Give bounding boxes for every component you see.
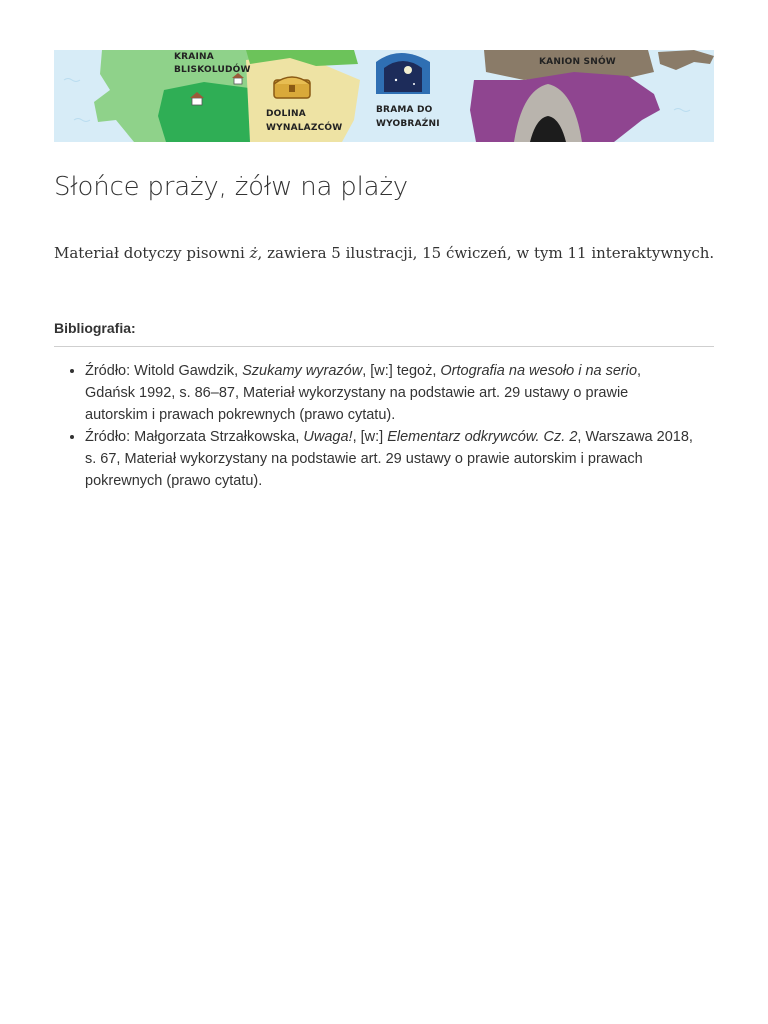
bibliography-work-title: Szukamy wyrazów bbox=[242, 363, 363, 379]
bibliography-source: , [w:] tegoż, bbox=[362, 363, 441, 379]
bibliography-work-title: Uwaga! bbox=[303, 429, 353, 445]
bibliography-source: , Warszawa 2018, s. 67, Materiał wykorzystany na podstawie art. 29 ustawy o prawie autorskim i prawach pokrewnych (prawo cytatu). bbox=[85, 429, 693, 489]
description-text: , zawiera 5 ilustracji, 15 ćwiczeń, w tym 11 interaktywnych. bbox=[257, 244, 715, 262]
treasure-chest-icon bbox=[274, 77, 310, 98]
map-label-kraina: BLISKOLUDÓW bbox=[174, 65, 251, 75]
map-label-kanion: KANION SNÓW bbox=[539, 57, 616, 67]
bibliography-source: Źródło: Witold Gawdzik, bbox=[85, 363, 243, 379]
description-text: Materiał dotyczy pisowni bbox=[54, 244, 250, 262]
material-description bbox=[54, 243, 714, 263]
description-symbol: ż bbox=[249, 244, 258, 262]
bibliography-heading: Bibliografia: bbox=[54, 320, 136, 336]
bibliography-container-title: Ortografia na wesoło i na serio bbox=[440, 363, 638, 379]
bibliography-source: Źródło: Małgorzata Strzałkowska, bbox=[85, 429, 304, 445]
map-banner bbox=[54, 50, 714, 142]
map-label-brama: BRAMA DO bbox=[376, 105, 433, 115]
map-label-brama: WYOBRAŹNI bbox=[376, 119, 440, 129]
gate-star bbox=[413, 83, 415, 85]
gate-star bbox=[395, 79, 397, 81]
page-title: Słońce praży, żółw na plaży bbox=[54, 172, 408, 202]
map-label-dolina: DOLINA bbox=[266, 109, 306, 119]
bibliography-container-title: Elementarz odkrywców. Cz. 2 bbox=[387, 429, 578, 445]
bibliography-source: , Gdańsk 1992, s. 86–87, Materiał wykorzystany na podstawie art. 29 ustawy o prawie autorskim i prawach pokrewnych (prawo cytatu). bbox=[85, 363, 642, 423]
bibliography-item bbox=[85, 360, 695, 426]
bibliography-source: , [w:] bbox=[352, 429, 388, 445]
map-label-kraina: KRAINA bbox=[174, 52, 214, 62]
map-illustration bbox=[54, 50, 714, 142]
bibliography-list bbox=[85, 360, 695, 492]
bibliography-item bbox=[85, 426, 695, 492]
gate-moon bbox=[404, 66, 412, 74]
land-kraina-dark bbox=[158, 82, 254, 142]
map-label-dolina: WYNALAZCÓW bbox=[266, 123, 343, 133]
divider bbox=[54, 346, 714, 347]
gate-inner bbox=[384, 61, 422, 92]
